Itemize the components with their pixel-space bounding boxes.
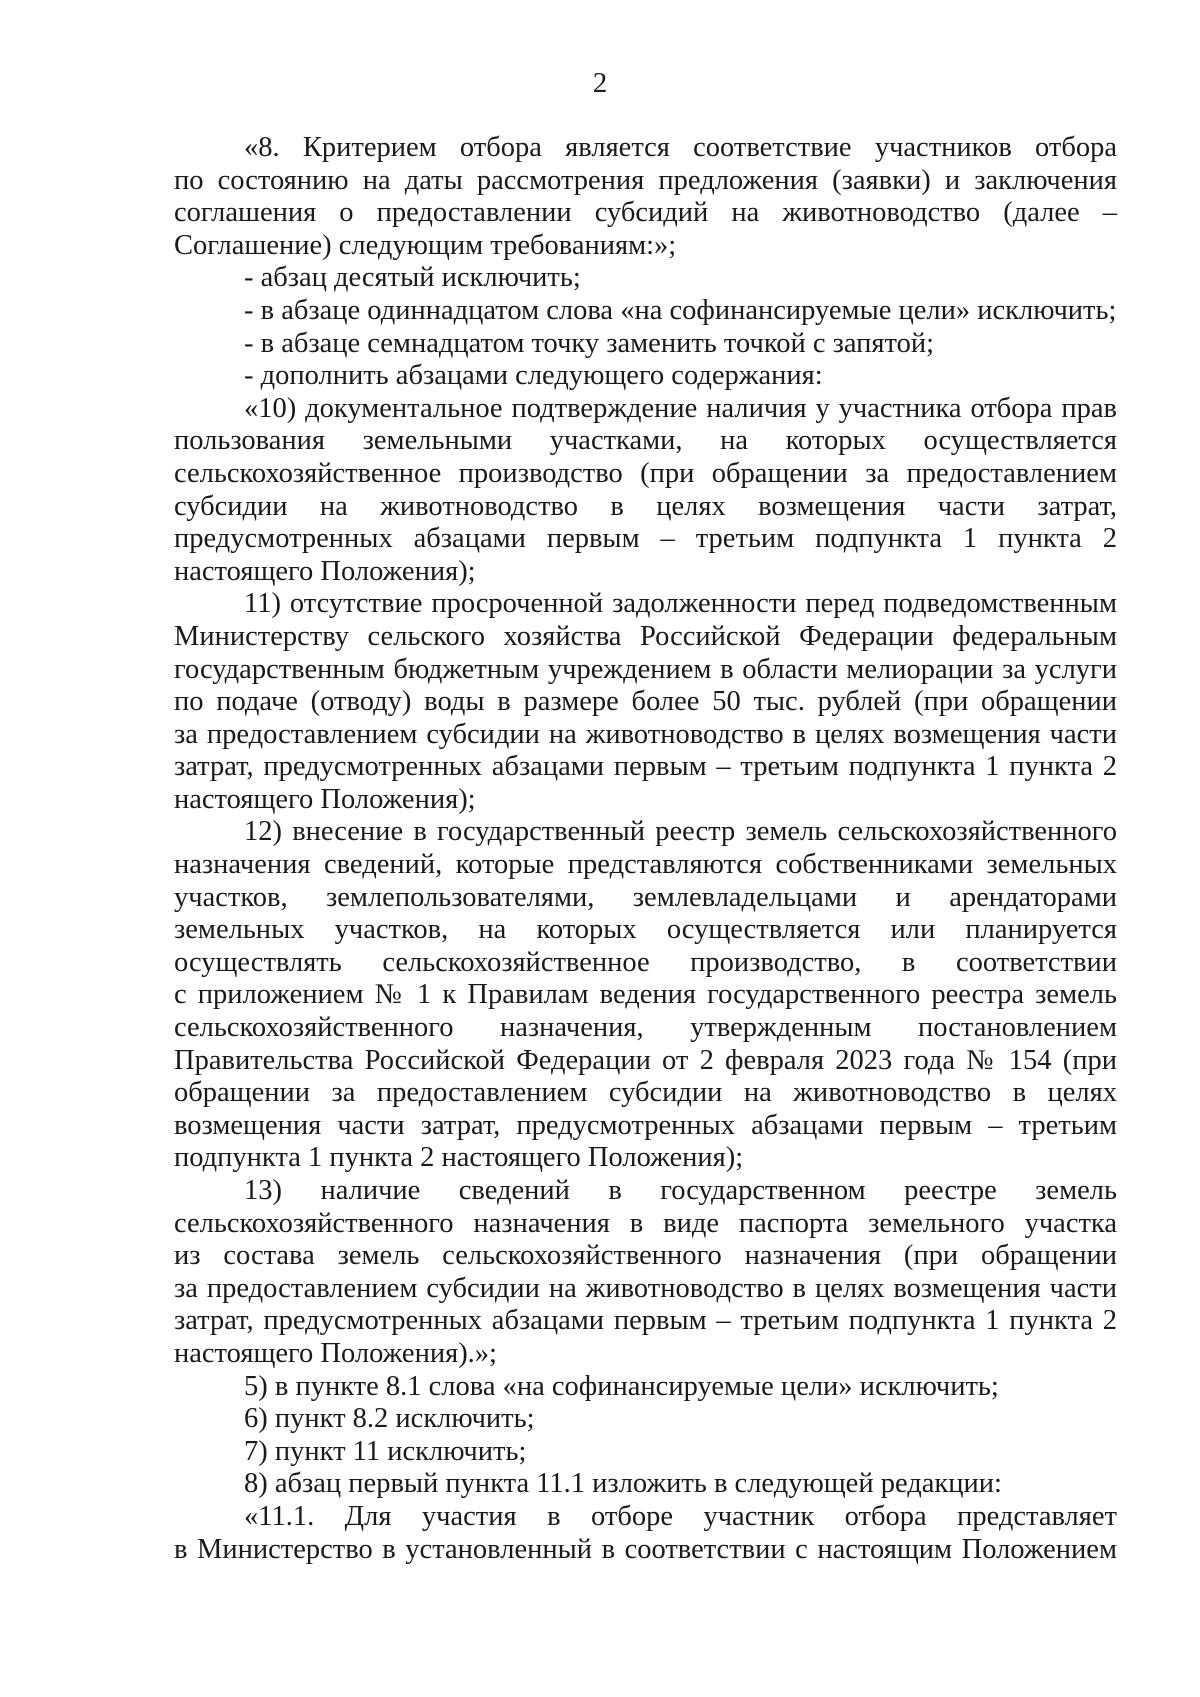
text-line: сельскохозяйственное производство (при обращении за предоставлением bbox=[174, 457, 1117, 489]
paragraph bbox=[174, 262, 1117, 295]
text-line: «10) документальное подтверждение наличия у участника отбора прав bbox=[244, 392, 1117, 424]
text-line: - дополнить абзацами следующего содержания: bbox=[244, 360, 823, 392]
text-line: соглашения о предоставлении субсидий на животноводство (далее – bbox=[174, 197, 1117, 229]
text-line: осуществлять сельскохозяйственное производство, в соответствии bbox=[174, 946, 1117, 978]
text-line: - абзац десятый исключить; bbox=[244, 262, 581, 294]
paragraph bbox=[174, 1175, 1117, 1371]
text-line: 11) отсутствие просроченной задолженности перед подведомственным bbox=[244, 588, 1117, 620]
paragraph bbox=[174, 393, 1117, 589]
text-line: Соглашение) следующим требованиям:»; bbox=[174, 229, 677, 261]
text-line: назначения сведений, которые представляются собственниками земельных bbox=[174, 849, 1117, 881]
text-line: пользования земельными участками, на которых осуществляется bbox=[174, 425, 1117, 457]
text-line: Правительства Российской Федерации от 2 февраля 2023 года № 154 (при bbox=[174, 1044, 1117, 1076]
paragraph bbox=[174, 1436, 1117, 1469]
text-line: субсидии на животноводство в целях возмещения части затрат, bbox=[174, 490, 1117, 522]
text-line: по состоянию на даты рассмотрения предложения (заявки) и заключения bbox=[174, 164, 1117, 196]
text-line: из состава земель сельскохозяйственного назначения (при обращении bbox=[174, 1240, 1117, 1272]
text-line: сельскохозяйственного назначения в виде паспорта земельного участка bbox=[174, 1207, 1117, 1239]
paragraph bbox=[174, 1501, 1117, 1566]
text-line: земельных участков, на которых осуществляется или планируется bbox=[174, 914, 1117, 946]
paragraph bbox=[174, 360, 1117, 393]
text-line: 7) пункт 11 исключить; bbox=[244, 1435, 527, 1467]
text-line: Министерству сельского хозяйства Российской Федерации федеральным bbox=[174, 620, 1117, 652]
text-line: за предоставлением субсидии на животноводство в целях возмещения части bbox=[174, 718, 1117, 750]
paragraph bbox=[174, 816, 1117, 1175]
text-line: за предоставлением субсидии на животноводство в целях возмещения части bbox=[174, 1272, 1117, 1304]
text-line: с приложением № 1 к Правилам ведения государственного реестра земель bbox=[174, 979, 1117, 1011]
text-line: настоящего Положения).»; bbox=[174, 1337, 497, 1369]
text-line: 13) наличие сведений в государственном реестре земель bbox=[244, 1175, 1117, 1206]
text-line: настоящего Положения); bbox=[174, 783, 476, 815]
text-line: в Министерство в установленный в соответствии с настоящим Положением bbox=[174, 1533, 1117, 1565]
paragraph bbox=[174, 588, 1117, 816]
text-line: 5) в пункте 8.1 слова «на софинансируемые цели» исключить; bbox=[244, 1370, 999, 1402]
text-line: - в абзаце семнадцатом точку заменить точкой с запятой; bbox=[244, 327, 935, 359]
text-line: участков, землепользователями, землевладельцами и арендаторами bbox=[174, 881, 1117, 913]
document-body bbox=[174, 132, 1117, 1566]
text-line: возмещения части затрат, предусмотренных абзацами первым – третьим bbox=[174, 1109, 1117, 1141]
paragraph bbox=[174, 295, 1117, 328]
text-line: «11.1. Для участия в отборе участник отбора представляет bbox=[244, 1500, 1117, 1532]
paragraph bbox=[174, 1468, 1117, 1501]
paragraph bbox=[174, 1371, 1117, 1404]
text-line: государственным бюджетным учреждением в области мелиорации за услуги bbox=[174, 653, 1117, 685]
text-line: подпункта 1 пункта 2 настоящего Положения); bbox=[174, 1142, 744, 1174]
paragraph bbox=[174, 132, 1117, 262]
page-number: 2 bbox=[592, 67, 608, 99]
text-line: по подаче (отводу) воды в размере более 50 тыс. рублей (при обращении bbox=[174, 686, 1117, 718]
text-line: сельскохозяйственного назначения, утвержденным постановлением bbox=[174, 1012, 1117, 1044]
text-line: затрат, предусмотренных абзацами первым – третьим подпункта 1 пункта 2 bbox=[174, 751, 1117, 783]
paragraph bbox=[174, 1403, 1117, 1436]
text-line: 12) внесение в государственный реестр земель сельскохозяйственного bbox=[244, 816, 1117, 848]
text-line: обращении за предоставлением субсидии на животноводство в целях bbox=[174, 1077, 1117, 1109]
text-line: - в абзаце одиннадцатом слова «на софинансируемые цели» исключить; bbox=[244, 294, 1117, 326]
text-line: затрат, предусмотренных абзацами первым – третьим подпункта 1 пункта 2 bbox=[174, 1305, 1117, 1337]
text-line: предусмотренных абзацами первым – третьим подпункта 1 пункта 2 bbox=[174, 523, 1117, 555]
text-line: 6) пункт 8.2 исключить; bbox=[244, 1403, 535, 1435]
paragraph bbox=[174, 328, 1117, 361]
text-line: 8) абзац первый пункта 11.1 изложить в следующей редакции: bbox=[244, 1468, 1002, 1500]
text-line: «8. Критерием отбора является соответствие участников отбора bbox=[244, 132, 1117, 163]
text-line: настоящего Положения); bbox=[174, 555, 476, 587]
